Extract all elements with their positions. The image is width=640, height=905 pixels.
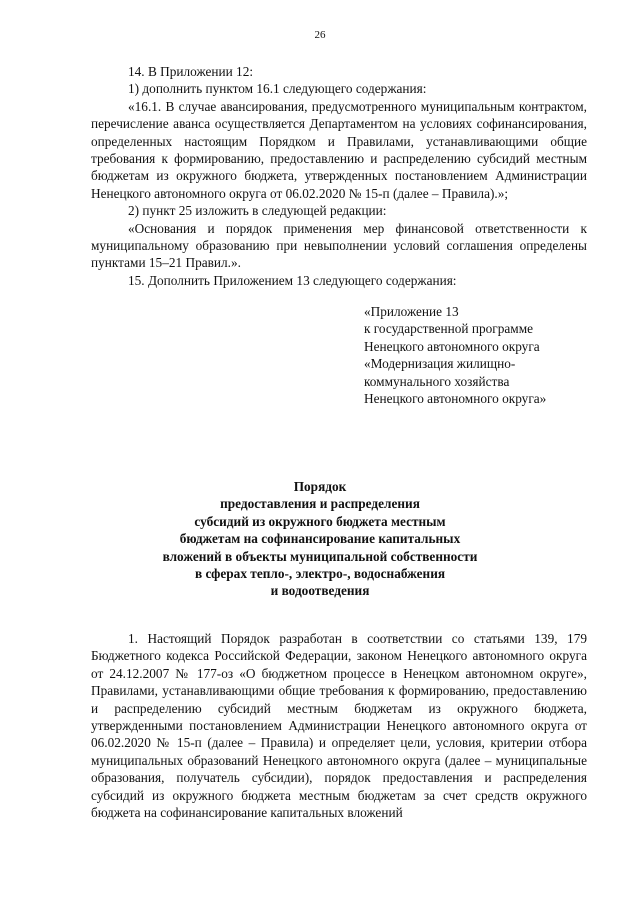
amendment-subitem-1: 1) дополнить пунктом 16.1 следующего содержания: — [128, 81, 427, 97]
amendment-subitem-2: 2) пункт 25 изложить в следующей редакции: — [128, 203, 387, 219]
amendment-quote-25: «Основания и порядок применения мер финансовой ответственности к муниципальному образованию при невыполнении условий соглашения определены пунктами 15–21 Правил.». — [91, 220, 587, 271]
page-number: 26 — [314, 29, 326, 41]
amendment-quote-16-1: «16.1. В случае авансирования, предусмотренного муниципальным контрактом, перечисление аванса осуществляется Департаментом на условиях софинансирования, определенных настоящим Порядком и Правилами, устанавливающими общие требования к формированию, предоставлению и распределению субсидий местным бюджетам из окружного бюджета, утвержденных постановлением Администрации Ненецкого автономного округа от 06.02.2020 № 15-п (далее – Правила).»; — [91, 98, 587, 201]
section-1-block — [91, 630, 587, 821]
title-line: бюджетам на софинансирование капитальных — [179, 531, 461, 547]
appendix-line: «Приложение 13 — [364, 304, 459, 319]
title-line: вложений в объекты муниципальной собственности — [162, 548, 478, 564]
appendix-line: к государственной программе — [364, 321, 534, 337]
title-line: в сферах тепло-, электро-, водоснабжения — [194, 566, 446, 582]
appendix-line: Ненецкого автономного округа» — [364, 391, 547, 407]
section-1-paragraph: 1. Настоящий Порядок разработан в соответствии со статьями 139, 179 Бюджетного кодекса Российской Федерации, законом Ненецкого автономного округа от 24.12.2007 № 177-оз «О бюджетном процессе в Ненецком автономном округе», Правилами, устанавливающими общие требования к формированию, предоставлению и распределению субсидий местным бюджетам из окружного бюджета, утвержденными постановлением Администрации Ненецкого автономного округа от 06.02.2020 № 15-п (далее – Правила) и определяет цели, условия, критерии отбора муниципальных образований Ненецкого автономного округа (далее – муниципальные образования, получатель субсидии), порядок предоставления и распределения субсидий из окружного бюджета местным бюджетам за счет средств окружного бюджета на софинансирование капитальных вложений — [91, 631, 587, 821]
appendix-line: «Модернизация жилищно- — [364, 356, 516, 372]
title-line: Порядок — [293, 479, 347, 494]
document-title — [0, 478, 640, 600]
appendix-line: коммунального хозяйства — [364, 373, 510, 389]
amendment-item-15: 15. Дополнить Приложением 13 следующего содержания: — [128, 272, 457, 288]
title-line: и водоотведения — [270, 583, 370, 599]
appendix-header — [364, 303, 604, 407]
amendments-block — [91, 63, 587, 289]
title-line: субсидий из окружного бюджета местным — [194, 513, 446, 529]
appendix-line: Ненецкого автономного округа — [364, 338, 540, 354]
amendment-item-14: 14. В Приложении 12: — [128, 64, 254, 79]
title-line: предоставления и распределения — [220, 496, 420, 512]
